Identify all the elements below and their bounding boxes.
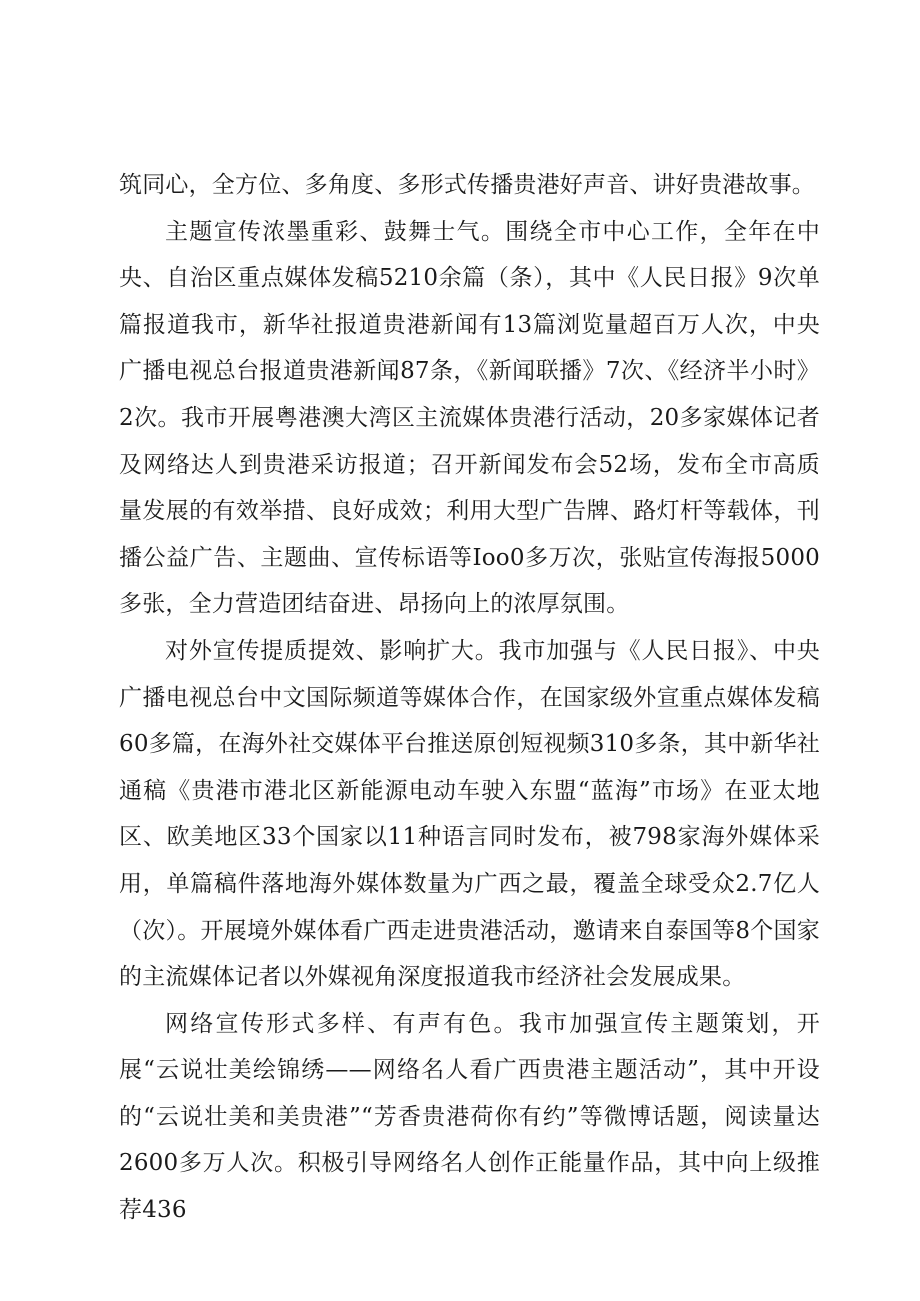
paragraph-continuation: 筑同心，全方位、多角度、多形式传播贵港好声音、讲好贵港故事。 — [119, 172, 815, 198]
paragraph-external-publicity: 对外宣传提质提效、影响扩大。我市加强与《人民日报》、中央广播电视总台中文国际频道等媒体合作，在国家级外宣重点媒体发稿60多篇，在海外社交媒体平台推送原创短视频310多条，其中新华社通稿《贵港市港北区新能源电动车驶入东盟“蓝海”市场》在亚太地区、欧美地区33个国家以11种语言同时发布，被798家海外媒体采用，单篇稿件落地海外媒体数量为广西之最，覆盖全球受众2.7亿人（次）。开展境外媒体看广西走进贵港活动，邀请来自泰国等8个国家的主流媒体记者以外媒视角深度报道我市经济社会发展成果。 — [119, 637, 820, 991]
document-body — [119, 162, 820, 1234]
paragraph-theme-publicity: 主题宣传浓墨重彩、鼓舞士气。围绕全市中心工作，全年在中央、自治区重点媒体发稿5210余篇（条），其中《人民日报》9次单篇报道我市，新华社报道贵港新闻有13篇浏览量超百万人次，中央广播电视总台报道贵港新闻87条，《新闻联播》7次、《经济半小时》2次。我市开展粤港澳大湾区主流媒体贵港行活动，20多家媒体记者及网络达人到贵港采访报道；召开新闻发布会52场，发布全市高质量发展的有效举措、良好成效；利用大型广告牌、路灯杆等载体，刊播公益广告、主题曲、宣传标语等Ioo0多万次，张贴宣传海报5000多张，全力营造团结奋进、昂扬向上的浓厚氛围。 — [119, 218, 820, 618]
paragraph-online-publicity: 网络宣传形式多样、有声有色。我市加强宣传主题策划，开展“云说壮美绘锦绣——网络名人看广西贵港主题活动”，其中开设的“云说壮美和美贵港”“芳香贵港荷你有约”等微博话题，阅读量达2600多万人次。积极引导网络名人创作正能量作品，其中向上级推荐436 — [119, 1010, 820, 1224]
